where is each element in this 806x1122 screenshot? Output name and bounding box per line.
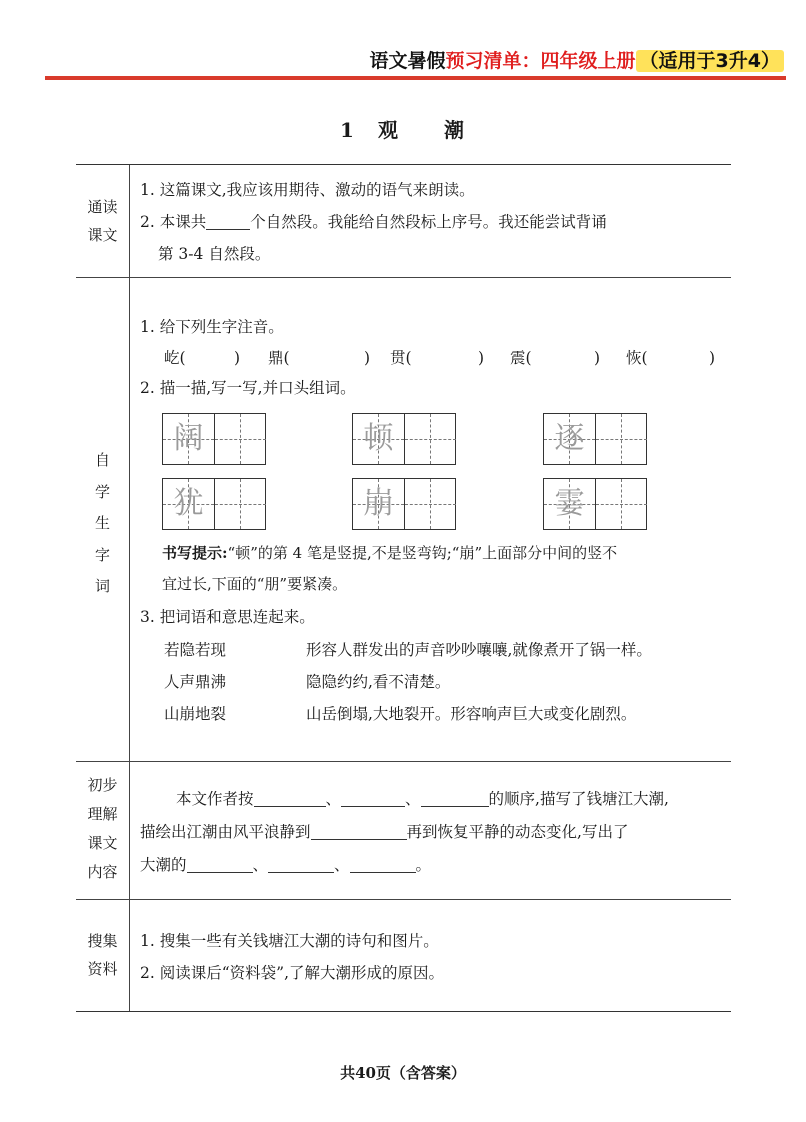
fill-blank[interactable] — [268, 852, 334, 873]
writing-grid-zhu[interactable] — [543, 413, 647, 465]
zixue-q2: 2. 描一描,写一写,并口头组词。 — [140, 379, 356, 397]
fill-blank[interactable] — [187, 852, 253, 873]
writing-tip-line2: 宜过长,下面的“朋”要紧凑。 — [162, 575, 348, 593]
worksheet-table — [76, 164, 731, 1012]
match-word[interactable]: 山崩地裂 — [164, 705, 227, 723]
fill-blank[interactable] — [254, 786, 326, 807]
page-footer: 共40页（含答案） — [340, 1064, 466, 1082]
label-chubu: 初步 理解 课文 内容 — [87, 776, 118, 881]
chubu-line1: 本文作者按 、 、 的顺序,描写了钱塘江大潮, — [176, 783, 669, 816]
lesson-number: 1 — [340, 118, 356, 142]
pinyin-close: ) — [364, 349, 371, 367]
pinyin-close: ) — [234, 349, 241, 367]
pinyin-close: ) — [594, 349, 601, 367]
soji-line2: 2. 阅读课后“资料袋”,了解大潮形成的原因。 — [140, 964, 444, 982]
label-soji: 搜集 资料 — [87, 932, 118, 978]
row-divider — [76, 277, 731, 278]
pinyin-close: ) — [478, 349, 485, 367]
match-meaning[interactable]: 形容人群发出的声音吵吵嚷嚷,就像煮开了锅一样。 — [306, 641, 652, 659]
header-tag: （适用于3升4） — [636, 50, 784, 72]
zixue-q1: 1. 给下列生字注音。 — [140, 318, 284, 336]
label-tongdu: 通读 课文 — [87, 198, 118, 244]
match-meaning[interactable]: 隐隐约约,看不清楚。 — [306, 673, 451, 691]
header-divider — [45, 76, 786, 80]
fill-blank[interactable] — [421, 786, 489, 807]
tongdu-line1: 1. 这篇课文,我应该用期待、激动的语气来朗读。 — [140, 181, 475, 199]
row-divider — [76, 899, 731, 900]
trace-char: 逐 — [554, 421, 585, 456]
pinyin-1: 屹( — [164, 349, 186, 367]
lesson-title-a: 观 — [377, 118, 400, 142]
writing-tip-line1: 书写提示:“顿”的第 4 笔是竖提,不是竖弯钩;“崩”上面部分中间的竖不 — [162, 544, 618, 562]
match-word[interactable]: 人声鼎沸 — [164, 673, 227, 691]
header-part1: 语文暑假 — [369, 50, 446, 72]
fill-blank[interactable] — [350, 852, 416, 873]
pinyin-3: 贯( — [390, 349, 412, 367]
pinyin-5: 恢( — [626, 349, 648, 367]
trace-char: 崩 — [363, 486, 394, 521]
fill-blank[interactable] — [311, 819, 407, 840]
tongdu-line2: 2. 本课共 个自然段。我能给自然段标上序号。我还能尝试背诵 — [140, 206, 607, 239]
pinyin-2: 鼎( — [268, 349, 290, 367]
trace-char: 犹 — [173, 486, 204, 521]
label-zixue: 自 学 生 字 词 — [94, 451, 110, 595]
writing-grid-sha[interactable] — [543, 478, 647, 530]
soji-line1: 1. 搜集一些有关钱塘江大潮的诗句和图片。 — [140, 932, 439, 950]
fill-blank[interactable] — [341, 786, 405, 807]
pinyin-4: 震( — [510, 349, 532, 367]
row-divider — [76, 761, 731, 762]
trace-char: 霎 — [554, 486, 585, 521]
writing-grid-dun[interactable] — [352, 413, 456, 465]
writing-grid-kuo[interactable] — [162, 413, 266, 465]
page-header — [370, 46, 784, 73]
trace-char: 阔 — [173, 421, 204, 456]
writing-grid-you[interactable] — [162, 478, 266, 530]
chubu-line2: 描绘出江潮由风平浪静到 再到恢复平静的动态变化,写出了 — [140, 816, 628, 849]
zixue-q3: 3. 把词语和意思连起来。 — [140, 608, 315, 626]
trace-char: 顿 — [363, 421, 394, 456]
paragraph-count-blank[interactable] — [206, 209, 250, 230]
writing-grid-beng[interactable] — [352, 478, 456, 530]
lesson-title — [0, 114, 806, 143]
tongdu-line3: 第 3-4 自然段。 — [158, 245, 271, 263]
lesson-title-b: 潮 — [443, 118, 466, 142]
match-meaning[interactable]: 山岳倒塌,大地裂开。形容响声巨大或变化剧烈。 — [306, 705, 637, 723]
pinyin-close: ) — [709, 349, 716, 367]
match-word[interactable]: 若隐若现 — [164, 641, 227, 659]
column-divider — [129, 165, 130, 1011]
header-part2: 预习清单：四年级上册 — [445, 50, 636, 72]
chubu-line3: 大潮的 、 、 。 — [140, 849, 431, 882]
